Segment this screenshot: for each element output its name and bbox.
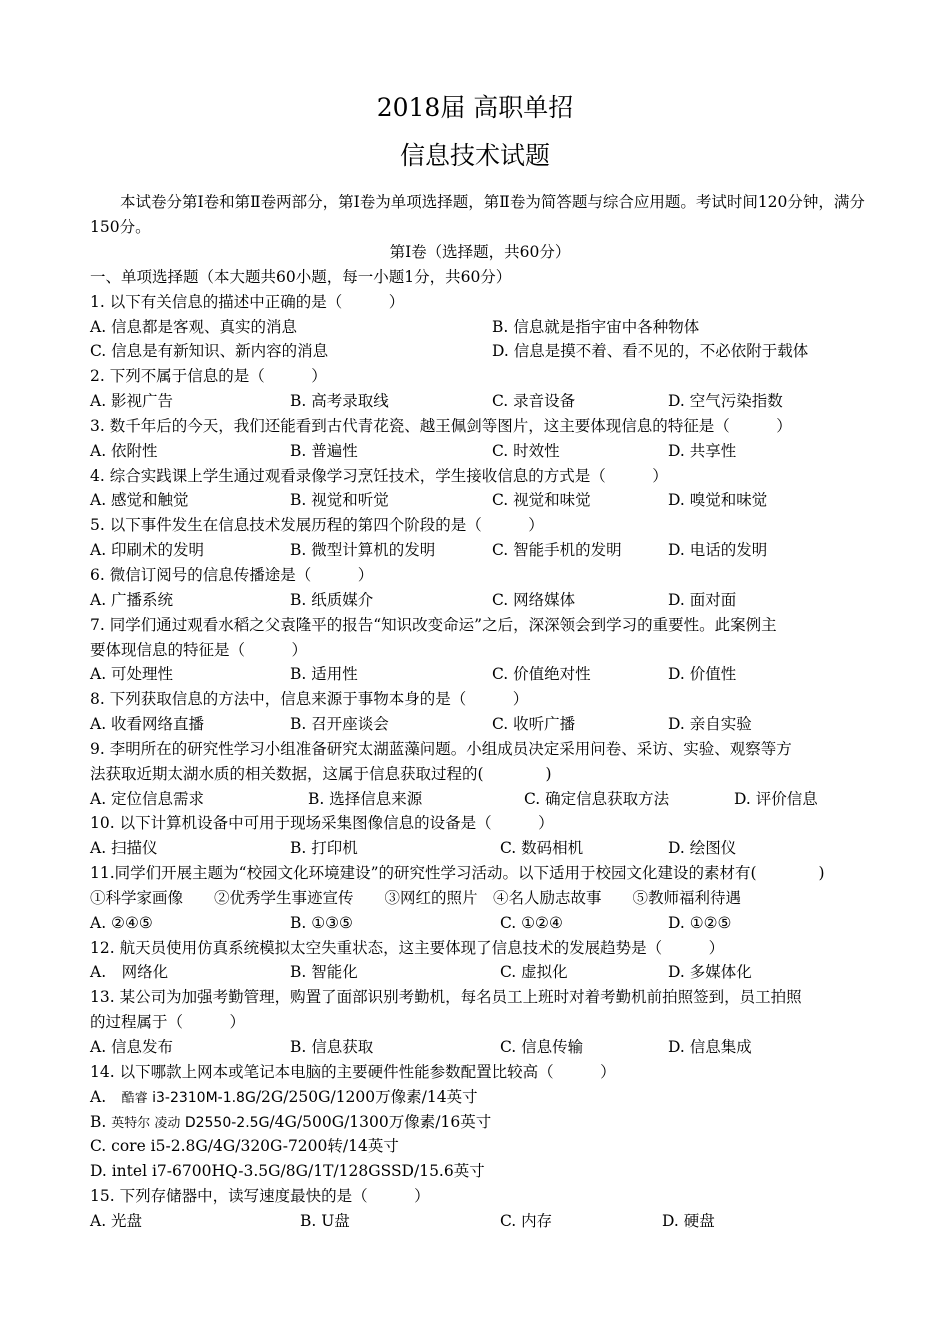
question-2-option-a: A. 影视广告 <box>90 392 174 411</box>
question-8-stem: 8. 下列获取信息的方法中，信息来源于事物本身的是（ ） <box>90 690 529 709</box>
question-13-options <box>90 1035 870 1060</box>
question-14-option-b-model: D2550-2.5G <box>180 1114 270 1131</box>
question-11-option-c: C. ①②④ <box>500 913 563 932</box>
question-12-option-c: C. 虚拟化 <box>500 963 568 982</box>
question-6-stem: 6. 微信订阅号的信息传播途是（ ） <box>90 565 374 584</box>
question-5-option-d: D. 电话的发明 <box>668 541 768 560</box>
question-7-option-c: C. 价值绝对性 <box>492 665 591 684</box>
question-14-stem: 14. 以下哪款上网本或笔记本电脑的主要硬件性能参数配置比较高（ ） <box>90 1062 616 1081</box>
question-15-option-b: B. U盘 <box>300 1211 350 1230</box>
question-11-option-d: D. ①②⑤ <box>668 913 732 932</box>
question-10-option-b: B. 打印机 <box>290 839 358 858</box>
question-8-option-d: D. 亲自实验 <box>668 715 752 734</box>
question-1-option-d: D. 信息是摸不着、看不见的，不必依附于载体 <box>492 342 809 361</box>
question-12-option-a: A. 网络化 <box>90 963 169 982</box>
question-9-stem-continued: 法获取近期太湖水质的相关数据，这属于信息获取过程的( ) <box>90 764 552 783</box>
question-11-option-a: A. ②④⑤ <box>90 913 153 932</box>
question-12-option-b: B. 智能化 <box>290 963 358 982</box>
question-4-option-d: D. 嗅觉和味觉 <box>668 491 768 510</box>
question-15-option-a: A. 光盘 <box>90 1211 143 1230</box>
question-1-stem: 1. 以下有关信息的描述中正确的是（ ） <box>90 292 405 311</box>
question-11-option-b: B. ①③⑤ <box>290 913 353 932</box>
question-12-stem: 12. 航天员使用仿真系统模拟太空失重状态，这主要体现了信息技术的发展趋势是（ ） <box>90 938 725 957</box>
question-9-option-b: B. 选择信息来源 <box>308 789 423 808</box>
question-5-options <box>90 538 870 563</box>
question-7-option-b: B. 适用性 <box>290 665 358 684</box>
question-6-option-b: B. 纸质媒介 <box>290 590 374 609</box>
question-7-stem-continued: 要体现信息的特征是（ ） <box>90 640 308 659</box>
question-3-option-a: A. 依附性 <box>90 441 158 460</box>
question-3-option-d: D. 共享性 <box>668 441 737 460</box>
question-7-options <box>90 662 870 687</box>
exam-title: 2018届 高职单招 <box>376 93 574 122</box>
question-9-options <box>90 787 870 812</box>
question-10-option-a: A. 扫描仪 <box>90 839 158 858</box>
question-8-option-a: A. 收看网络直播 <box>90 715 205 734</box>
question-5-option-a: A. 印刷术的发明 <box>90 541 205 560</box>
question-14-option-a-specs: /2G/250G/1200万像素/14英寸 <box>255 1087 478 1106</box>
question-15-option-d: D. 硬盘 <box>662 1211 715 1230</box>
question-9-option-d: D. 评价信息 <box>734 789 818 808</box>
question-14-option-d: D. intel i7-6700HQ-3.5G/8G/1T/128GSSD/15.6英寸 <box>90 1162 485 1181</box>
question-11-stem: 11.同学们开展主题为“校园文化环境建设”的研究性学习活动。以下适用于校园文化建设的素材有( ) <box>90 864 825 883</box>
question-11-items: ①科学家画像 ②优秀学生事迹宣传 ③网红的照片 ④名人励志故事 ⑤教师福利待遇 <box>90 888 742 907</box>
question-7-option-d: D. 价值性 <box>668 665 737 684</box>
question-2-option-b: B. 高考录取线 <box>290 392 389 411</box>
question-3-options <box>90 439 870 464</box>
question-2-option-d: D. 空气污染指数 <box>668 392 783 411</box>
question-4-option-c: C. 视觉和味觉 <box>492 491 591 510</box>
question-6-option-d: D. 面对面 <box>668 590 737 609</box>
question-3-option-b: B. 普遍性 <box>290 441 358 460</box>
question-15-option-c: C. 内存 <box>500 1211 553 1230</box>
question-13-stem: 13. 某公司为加强考勤管理，购置了面部识别考勤机，每名员工上班时对着考勤机前拍照签到，员工拍照 <box>90 988 802 1007</box>
question-13-option-a: A. 信息发布 <box>90 1038 174 1056</box>
question-2-option-c: C. 录音设备 <box>492 392 576 411</box>
section-title: 第Ⅰ卷（选择题，共60分） <box>389 243 571 261</box>
question-1-option-c: C. 信息是有新知识、新内容的消息 <box>90 342 329 361</box>
question-10-options <box>90 836 870 861</box>
question-6-options <box>90 588 870 613</box>
question-12-options <box>90 960 870 985</box>
question-6-option-c: C. 网络媒体 <box>492 590 576 609</box>
question-14-option-b-label: B. <box>90 1112 112 1131</box>
part-title: 一、单项选择题（本大题共60小题，每一小题1分，共60分） <box>90 267 512 286</box>
question-14-option-b <box>90 1110 870 1135</box>
question-1-options-row1 <box>90 315 870 340</box>
question-11-options <box>90 911 870 936</box>
question-8-option-c: C. 收听广播 <box>492 715 576 734</box>
question-4-options <box>90 488 870 513</box>
question-5-stem: 5. 以下事件发生在信息技术发展历程的第四个阶段的是（ ） <box>90 516 544 535</box>
question-list <box>90 240 870 1234</box>
exam-intro: 本试卷分第Ⅰ卷和第Ⅱ卷两部分，第Ⅰ卷为单项选择题，第Ⅱ卷为简答题与综合应用题。考试时间120分钟，满分150分。 <box>90 193 865 236</box>
question-12-option-d: D. 多媒体化 <box>668 963 752 982</box>
question-13-option-c: C. 信息传输 <box>500 1038 584 1056</box>
question-7-option-a: A. 可处理性 <box>90 665 174 684</box>
question-9-stem: 9. 李明所在的研究性学习小组准备研究太湖蓝藻问题。小组成员决定采用问卷、采访、实验、观察等方 <box>90 739 792 758</box>
question-14-option-a <box>90 1085 870 1110</box>
question-3-option-c: C. 时效性 <box>492 441 560 460</box>
question-5-option-c: C. 智能手机的发明 <box>492 541 622 560</box>
question-14-option-a-brand: 酷睿 <box>121 1090 148 1106</box>
question-4-stem: 4. 综合实践课上学生通过观看录像学习烹饪技术，学生接收信息的方式是（ ） <box>90 466 668 485</box>
question-2-options <box>90 389 870 414</box>
question-4-option-a: A. 感觉和触觉 <box>90 491 189 510</box>
question-2-stem: 2. 下列不属于信息的是（ ） <box>90 367 327 386</box>
question-5-option-b: B. 微型计算机的发明 <box>290 541 436 560</box>
question-15-options <box>90 1209 870 1234</box>
question-8-options <box>90 712 870 737</box>
question-14-option-a-model: i3-2310M-1.8G <box>147 1089 256 1106</box>
question-4-option-b: B. 视觉和听觉 <box>290 491 389 510</box>
question-10-option-d: D. 绘图仪 <box>668 839 737 858</box>
question-15-stem: 15. 下列存储器中，读写速度最快的是（ ） <box>90 1187 430 1206</box>
question-6-option-a: A. 广播系统 <box>90 590 174 609</box>
question-1-options-row2 <box>90 339 870 364</box>
question-10-option-c: C. 数码相机 <box>500 839 584 858</box>
question-9-option-c: C. 确定信息获取方法 <box>524 789 670 808</box>
question-14-option-b-specs: /4G/500G/1300万像素/16英寸 <box>269 1112 492 1131</box>
question-14-option-c: C. core i5-2.8G/4G/320G-7200转/14英寸 <box>90 1137 399 1156</box>
question-13-option-b: B. 信息获取 <box>290 1038 374 1056</box>
question-14-option-a-label: A. <box>90 1087 122 1106</box>
question-3-stem: 3. 数千年后的今天，我们还能看到古代青花瓷、越王佩剑等图片，这主要体现信息的特征是（ ） <box>90 416 792 435</box>
exam-subtitle: 信息技术试题 <box>399 141 550 170</box>
question-13-stem-continued: 的过程属于（ ） <box>90 1013 246 1032</box>
question-7-stem: 7. 同学们通过观看水稻之父袁隆平的报告“知识改变命运”之后，深深领会到学习的重要性。此案例主 <box>90 615 777 634</box>
question-8-option-b: B. 召开座谈会 <box>290 715 389 734</box>
question-10-stem: 10. 以下计算机设备中可用于现场采集图像信息的设备是（ ） <box>90 814 554 833</box>
question-9-option-a: A. 定位信息需求 <box>90 789 205 808</box>
question-14-option-b-brand: 英特尔 凌动 <box>111 1115 181 1131</box>
question-13-option-d: D. 信息集成 <box>668 1038 752 1056</box>
question-1-option-a: A. 信息都是客观、真实的消息 <box>90 317 298 336</box>
question-1-option-b: B. 信息就是指宇宙中各种物体 <box>492 317 700 336</box>
